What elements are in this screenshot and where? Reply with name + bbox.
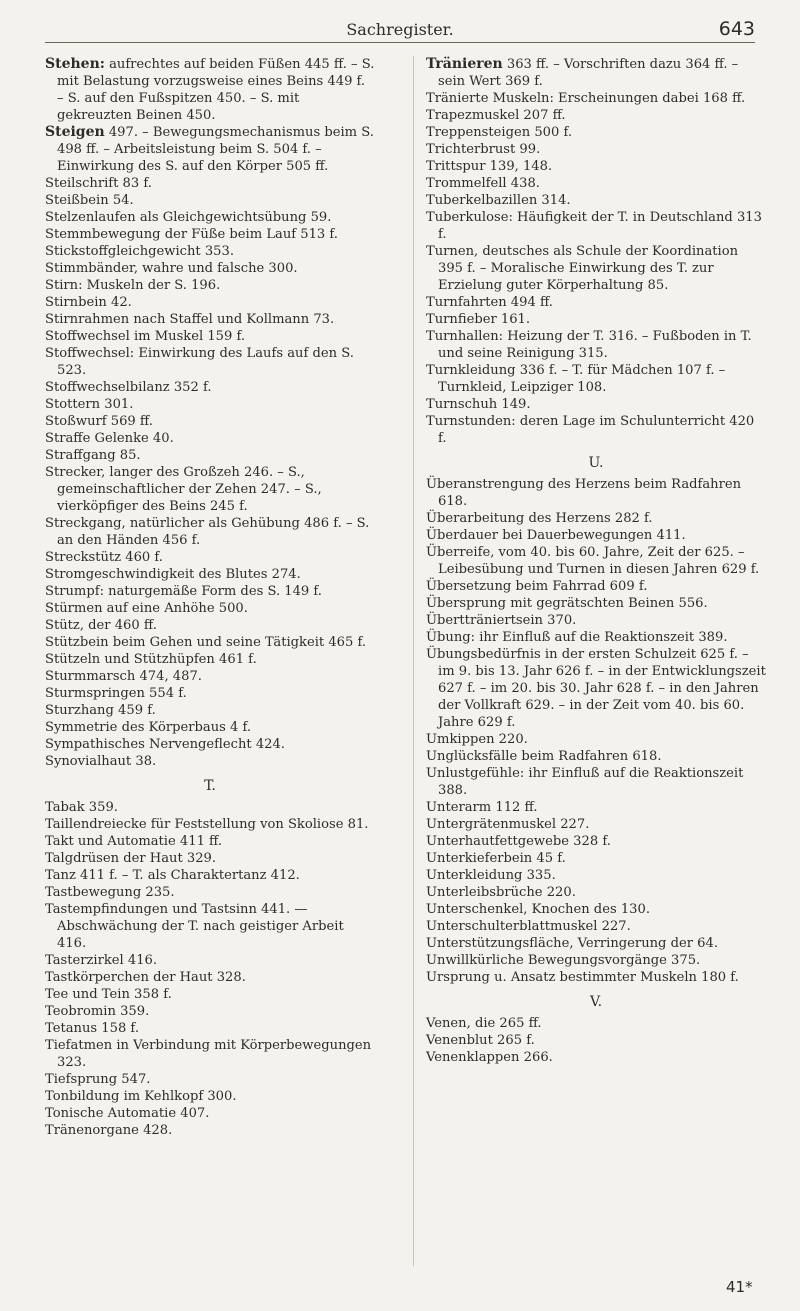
index-entry <box>426 918 766 935</box>
index-entry <box>426 850 766 867</box>
entry-text: Teobromin 359. <box>45 1004 150 1019</box>
page-header <box>45 20 755 43</box>
index-entry <box>45 753 375 770</box>
index-entry <box>426 362 766 396</box>
entry-text: Stimmbänder, wahre und falsche 300. <box>45 261 298 276</box>
index-entry <box>426 1032 766 1049</box>
index-entry <box>426 578 766 595</box>
index-entry <box>45 413 375 430</box>
index-entry <box>426 646 766 731</box>
entry-text: Sympathisches Nervengeflecht 424. <box>45 737 285 752</box>
entry-text: Symmetrie des Körperbaus 4 f. <box>45 720 252 735</box>
entry-text: Turnfieber 161. <box>426 312 531 327</box>
index-entry <box>45 1020 375 1037</box>
index-entry <box>426 294 766 311</box>
index-entry <box>45 668 375 685</box>
entry-text: Überanstrengung des Herzens beim Radfahren 618. <box>426 477 742 509</box>
entry-text: Steilschrift 83 f. <box>45 176 152 191</box>
index-entry <box>45 209 375 226</box>
entry-text: Stützbein beim Gehen und seine Tätigkeit 465 f. <box>45 635 367 650</box>
entry-text: Stütz, der 460 ff. <box>45 618 157 633</box>
index-entry <box>426 90 766 107</box>
index-entry <box>426 175 766 192</box>
index-entry <box>45 379 375 396</box>
entry-text: Ursprung u. Ansatz bestimmter Muskeln 180 f. <box>426 970 739 985</box>
page-number: 643 <box>718 18 755 40</box>
index-entry <box>426 544 766 578</box>
entry-text: Stoffwechselbilanz 352 f. <box>45 380 212 395</box>
entry-text: Tee und Tein 358 f. <box>45 987 172 1002</box>
entry-text: Übung: ihr Einfluß auf die Reaktionszeit 389. <box>426 630 728 645</box>
index-entry <box>45 328 375 345</box>
entry-text: Unterschenkel, Knochen des 130. <box>426 902 650 917</box>
index-entry <box>45 396 375 413</box>
index-entry <box>45 277 375 294</box>
entry-text: Synovialhaut 38. <box>45 754 157 769</box>
index-entry <box>426 158 766 175</box>
entry-text: Trittspur 139, 148. <box>426 159 553 174</box>
entry-text: Übungsbedürfnis in der ersten Schulzeit 625 f. – im 9. bis 13. Jahr 626 f. – in der Entwicklungszeit 627 f. – im 20. bis 30. Jahr 628 f. – in den Jahren der Vollkraft 629. – in der Zeit vom 40. bis 60. Jahre 629 f. <box>426 647 766 730</box>
entry-text: Unterschulterblattmuskel 227. <box>426 919 631 934</box>
index-entry <box>426 56 766 90</box>
entry-text: Unterhautfettgewebe 328 f. <box>426 834 611 849</box>
index-entry <box>45 175 375 192</box>
entry-text: Stickstoffgleichgewicht 353. <box>45 244 234 259</box>
column-divider <box>413 56 414 1266</box>
entry-text: Unlustgefühle: ihr Einfluß auf die Reaktionszeit 388. <box>426 766 744 798</box>
entry-text: Tastbewegung 235. <box>45 885 175 900</box>
index-entry <box>45 816 375 833</box>
entry-text: Strecker, langer des Großzeh 246. – S., gemeinschaftlicher der Zehen 247. – S., vierköpfiger des Beins 245 f. <box>45 465 322 514</box>
index-entry <box>426 107 766 124</box>
entry-text: Stelzenlaufen als Gleichgewichtsübung 59. <box>45 210 332 225</box>
entry-text: Unterarm 112 ff. <box>426 800 538 815</box>
index-entry <box>45 685 375 702</box>
entry-text: Turnschuh 149. <box>426 397 531 412</box>
index-entry <box>426 1015 766 1032</box>
entry-text: Taillendreiecke für Feststellung von Skoliose 81. <box>45 817 369 832</box>
entry-text: Übertträniertsein 370. <box>426 613 577 628</box>
entry-text: Unterleibsbrüche 220. <box>426 885 576 900</box>
entry-text: Unterkleidung 335. <box>426 868 556 883</box>
index-entry <box>45 243 375 260</box>
index-entry <box>426 952 766 969</box>
entry-text: Venenblut 265 f. <box>426 1033 535 1048</box>
entry-text: Venenklappen 266. <box>426 1050 553 1065</box>
entry-text: Tonbildung im Kehlkopf 300. <box>45 1089 237 1104</box>
index-entry <box>45 1071 375 1088</box>
entry-text: Turnstunden: deren Lage im Schulunterricht 420 f. <box>426 414 755 446</box>
entry-text: Tastkörperchen der Haut 328. <box>45 970 246 985</box>
index-entry <box>426 527 766 544</box>
index-entry <box>45 430 375 447</box>
entry-headword: Steigen <box>45 124 105 140</box>
section-letter: T. <box>204 778 216 794</box>
entry-text: Sturmspringen 554 f. <box>45 686 187 701</box>
entry-text: Tabak 359. <box>45 800 118 815</box>
index-entry <box>426 192 766 209</box>
entry-text: Unwillkürliche Bewegungsvorgänge 375. <box>426 953 701 968</box>
index-entry <box>426 867 766 884</box>
entry-text: Stromgeschwindigkeit des Blutes 274. <box>45 567 301 582</box>
entry-text: Trommelfell 438. <box>426 176 540 191</box>
index-entry <box>45 226 375 243</box>
index-entry <box>45 867 375 884</box>
index-entry <box>45 1037 375 1071</box>
entry-headword: Tränieren <box>426 56 503 72</box>
index-entry <box>426 901 766 918</box>
index-entry <box>45 294 375 311</box>
index-entry <box>45 260 375 277</box>
index-entry <box>45 124 375 175</box>
index-entry <box>426 748 766 765</box>
index-entry <box>426 476 766 510</box>
index-entry <box>426 1049 766 1066</box>
entry-text: Stoffwechsel: Einwirkung des Laufs auf den S. 523. <box>45 346 354 378</box>
index-entry <box>45 799 375 816</box>
entry-text: Turnhallen: Heizung der T. 316. – Fußboden in T. und seine Reinigung 315. <box>426 329 752 361</box>
index-entry <box>45 884 375 901</box>
entry-text: Stützeln und Stützhüpfen 461 f. <box>45 652 257 667</box>
index-entry <box>45 651 375 668</box>
entry-text: Tränierte Muskeln: Erscheinungen dabei 168 ff. <box>426 91 746 106</box>
entry-text: Tuberkelbazillen 314. <box>426 193 571 208</box>
entry-text: Stürmen auf eine Anhöhe 500. <box>45 601 248 616</box>
index-entry <box>45 986 375 1003</box>
entry-text: Turnen, deutsches als Schule der Koordination 395 f. – Moralische Einwirkung des T. zur Erzielung guter Körperhaltung 85. <box>426 244 739 293</box>
entry-text: Takt und Automatie 411 ff. <box>45 834 223 849</box>
entry-text: Tiefsprung 547. <box>45 1072 151 1087</box>
entry-text: Überdauer bei Dauerbewegungen 411. <box>426 528 686 543</box>
entry-text: Tränenorgane 428. <box>45 1123 173 1138</box>
entry-text: Talgdrüsen der Haut 329. <box>45 851 217 866</box>
entry-text: Turnkleidung 336 f. – T. für Mädchen 107 f. – Turnkleid, Leipziger 108. <box>426 363 726 395</box>
index-entry <box>45 702 375 719</box>
index-entry <box>426 816 766 833</box>
entry-text: Tuberkulose: Häufigkeit der T. in Deutschland 313 f. <box>426 210 762 242</box>
entry-text: Stoffwechsel im Muskel 159 f. <box>45 329 246 344</box>
index-entry <box>426 969 766 986</box>
entry-text: Stemmbewegung der Füße beim Lauf 513 f. <box>45 227 338 242</box>
index-entry <box>45 833 375 850</box>
signature-mark: 41* <box>726 1278 753 1296</box>
index-entry <box>45 1105 375 1122</box>
entry-text: Trichterbrust 99. <box>426 142 541 157</box>
index-entry <box>426 243 766 294</box>
entry-text: Stottern 301. <box>45 397 134 412</box>
index-entry <box>426 629 766 646</box>
entry-text: Steißbein 54. <box>45 193 134 208</box>
entry-text: Tastempfindungen und Tastsinn 441. — Abschwächung der T. nach geistiger Arbeit 416. <box>45 902 344 951</box>
entry-text: Tonische Automatie 407. <box>45 1106 210 1121</box>
index-entry <box>426 124 766 141</box>
entry-text: Tasterzirkel 416. <box>45 953 158 968</box>
entry-text: Straffgang 85. <box>45 448 141 463</box>
index-entry <box>426 328 766 362</box>
entry-text: Stoßwurf 569 ff. <box>45 414 153 429</box>
entry-text: Strumpf: naturgemäße Form des S. 149 f. <box>45 584 322 599</box>
entry-text: Streckgang, natürlicher als Gehübung 486 f. – S. an den Händen 456 f. <box>45 516 370 548</box>
entry-text: Unglücksfälle beim Radfahren 618. <box>426 749 662 764</box>
section-letter: V. <box>589 994 603 1010</box>
entry-text: Unterstützungsfläche, Verringerung der 64. <box>426 936 718 951</box>
index-entry <box>426 799 766 816</box>
index-entry <box>426 311 766 328</box>
index-entry <box>426 396 766 413</box>
entry-text: Übersetzung beim Fahrrad 609 f. <box>426 579 648 594</box>
index-entry <box>426 413 766 447</box>
index-entry <box>45 566 375 583</box>
index-entry <box>45 345 375 379</box>
index-entry <box>45 617 375 634</box>
index-entry <box>45 56 375 124</box>
entry-text: Treppensteigen 500 f. <box>426 125 573 140</box>
entry-text: Stirnbein 42. <box>45 295 132 310</box>
index-entry <box>426 595 766 612</box>
entry-text: Überreife, vom 40. bis 60. Jahre, Zeit der 625. – Leibesübung und Turnen in diesen Jahren 629 f. <box>426 545 760 577</box>
index-entry <box>45 447 375 464</box>
index-entry <box>45 952 375 969</box>
running-title: Sachregister. <box>346 20 454 39</box>
index-entry <box>426 209 766 243</box>
index-entry <box>45 1122 375 1139</box>
entry-text: aufrechtes auf beiden Füßen 445 ff. – S. mit Belastung vorzugsweise eines Beins 449 f. – S. auf den Fußspitzen 450. – S. mit gekreuzten Beinen 450. <box>57 57 375 123</box>
index-entry <box>45 192 375 209</box>
entry-text: Trapezmuskel 207 ff. <box>426 108 566 123</box>
entry-text: Stirn: Muskeln der S. 196. <box>45 278 221 293</box>
index-entry <box>45 1088 375 1105</box>
index-entry <box>426 833 766 850</box>
index-entry <box>426 510 766 527</box>
index-entry <box>45 600 375 617</box>
index-entry <box>45 969 375 986</box>
index-entry <box>45 583 375 600</box>
entry-text: 497. – Bewegungsmechanismus beim S. 498 ff. – Arbeitsleistung beim S. 504 f. – Einwirkung des S. auf den Körper 505 ff. <box>57 125 374 174</box>
entry-headword: Stehen: <box>45 56 105 72</box>
entry-text: Überarbeitung des Herzens 282 f. <box>426 511 653 526</box>
index-entry <box>426 884 766 901</box>
index-entry <box>45 515 375 549</box>
entry-text: Venen, die 265 ff. <box>426 1016 542 1031</box>
entry-text: Turnfahrten 494 ff. <box>426 295 553 310</box>
entry-text: Stirnrahmen nach Staffel und Kollmann 73. <box>45 312 335 327</box>
entry-text: Unterkieferbein 45 f. <box>426 851 566 866</box>
entry-text: 363 ff. – Vorschriften dazu 364 ff. – sein Wert 369 f. <box>438 57 739 89</box>
index-column-left <box>45 56 375 1139</box>
index-entry <box>45 1003 375 1020</box>
entry-text: Tanz 411 f. – T. als Charaktertanz 412. <box>45 868 300 883</box>
index-entry <box>45 850 375 867</box>
index-entry <box>45 634 375 651</box>
entry-text: Sturzhang 459 f. <box>45 703 156 718</box>
entry-text: Untergrätenmuskel 227. <box>426 817 590 832</box>
index-entry <box>426 765 766 799</box>
index-entry <box>426 935 766 952</box>
index-column-right <box>426 56 766 1066</box>
index-entry <box>426 731 766 748</box>
index-entry <box>45 901 375 952</box>
entry-text: Sturmmarsch 474, 487. <box>45 669 202 684</box>
entry-text: Umkippen 220. <box>426 732 528 747</box>
index-entry <box>45 464 375 515</box>
entry-text: Übersprung mit gegrätschten Beinen 556. <box>426 596 708 611</box>
index-entry <box>45 736 375 753</box>
entry-text: Streckstütz 460 f. <box>45 550 163 565</box>
index-entry <box>426 612 766 629</box>
index-entry <box>426 141 766 158</box>
entry-text: Tetanus 158 f. <box>45 1021 139 1036</box>
section-letter: U. <box>588 455 604 471</box>
index-entry <box>45 719 375 736</box>
index-entry <box>45 311 375 328</box>
entry-text: Tiefatmen in Verbindung mit Körperbewegungen 323. <box>45 1038 372 1070</box>
index-entry <box>45 549 375 566</box>
entry-text: Straffe Gelenke 40. <box>45 431 174 446</box>
